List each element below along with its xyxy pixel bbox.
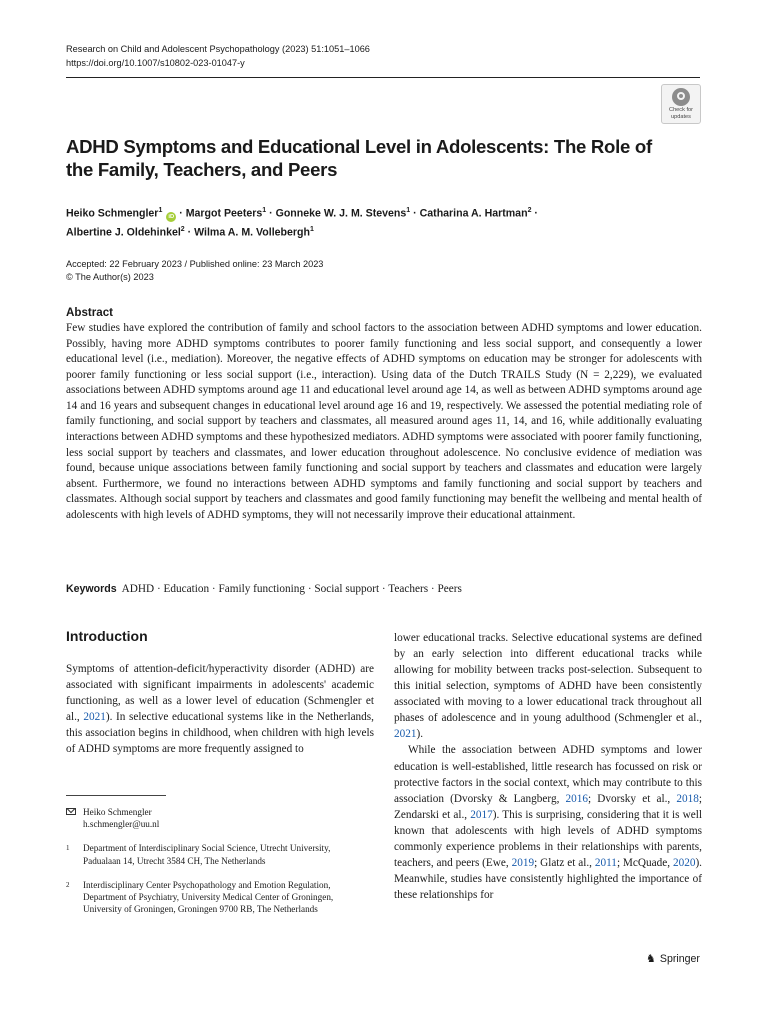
publisher-name: Springer [659, 953, 700, 965]
badge-line-1: Check for [669, 107, 693, 113]
paragraph-text: ; Zendarski et al., [394, 792, 702, 821]
keywords-list: ADHD · Education · Family functioning · Social support · Teachers · Peers [121, 583, 462, 595]
citation-link[interactable]: 2019 [511, 856, 535, 869]
paragraph-text: lower educational tracks. Selective educational systems are defined by an early selection into different educational tracks while allowing for mobility between tracks post-selection. Subsequent to this initial selection, symptoms of ADHD have been consistently associated with moving to a lower educational track throughout all phases of adolescence and in young adulthood (Schmengler et al., [394, 632, 702, 725]
footnotes [66, 806, 366, 927]
author-affiliation: 2 [180, 226, 185, 234]
springer-horse-icon: ♞ [646, 953, 656, 965]
publisher-logo [646, 952, 700, 966]
header-rule [66, 77, 700, 78]
paragraph-text: ; Glatz et al., [534, 856, 595, 869]
publication-dates [66, 258, 323, 284]
affiliation-number: 2 [66, 880, 70, 889]
affiliation-1 [66, 842, 366, 866]
intro-paragraph-1 [66, 661, 374, 757]
author-name[interactable]: Heiko Schmengler [66, 207, 159, 220]
author-name[interactable]: Albertine J. Oldehinkel [66, 226, 181, 239]
citation-link[interactable]: 2020 [672, 856, 696, 869]
citation-link[interactable]: 2021 [83, 711, 106, 724]
author-affiliation: 1 [158, 207, 163, 214]
doi-link[interactable]: https://doi.org/10.1007/s10802-023-01047-y [66, 58, 245, 68]
citation-link[interactable]: 2021 [394, 728, 417, 741]
check-updates-icon [672, 88, 690, 106]
affiliation-text: Department of Interdisciplinary Social Science, Utrecht University, Padualaan 14, Utrecht 3584 CH, The Netherlands [83, 843, 331, 866]
paragraph-text: While the association between ADHD symptoms and lower education is well-established, little research has focussed on risk or protective factors in the social context, which may contribute to this association (Dvorsky & Langberg, [394, 744, 702, 805]
author-name[interactable]: Gonneke W. J. M. Stevens [275, 207, 407, 220]
keywords-label: Keywords [66, 583, 117, 595]
citation-link[interactable]: 2011 [594, 856, 617, 869]
badge-line-2: updates [671, 114, 691, 121]
paragraph-text: ; McQuade, [616, 856, 673, 869]
article-title: ADHD Symptoms and Educational Level in Adolescents: The Role of the Family, Teachers, and Peers [66, 136, 652, 180]
affiliation-text: Interdisciplinary Center Psychopathology and Emotion Regulation, Department of Psychiatry, University Medical Center of Groningen, University of Groningen, Groningen 9700 RB, The Netherlands [83, 879, 334, 915]
footnote-rule [66, 795, 166, 796]
journal-header [66, 42, 370, 70]
keywords-line [66, 582, 462, 597]
paragraph-text: ; Dvorsky et al., [588, 792, 677, 805]
check-for-updates-badge[interactable] [661, 84, 701, 124]
paragraph-text: Symptoms of attention-deficit/hyperactivity disorder (ADHD) are associated with significant impairments in adolescents' academic functioning, as well as a lower level of education (Schmengler et al., [66, 663, 374, 724]
abstract-heading: Abstract [66, 306, 114, 319]
accepted-published-dates: Accepted: 22 February 2023 / Published online: 23 March 2023 [66, 259, 324, 269]
envelope-icon [66, 808, 76, 815]
paragraph-text: ). This is surprising, considering that it is well known that adolescents with high levels of ADHD symptoms commonly experience problems in their relationships with parents, teachers, and peers (Ewe, [394, 808, 702, 869]
abstract-text: Few studies have explored the contribution of family and school factors to the association between ADHD symptoms and lower education. Possibly, having more ADHD symptoms contributes to poorer family functioning and less social support, and consequently a lower educational level (i.e., mediation). Moreover, the negative effects of ADHD symptoms on education may be stronger for adolescents with poorer family functioning or less social support (i.e., interaction). Using data of the Dutch TRAILS Study (N = 2,229), we evaluated associations between ADHD symptoms around age 11 and educational level around age 14, as well as between ADHD symptoms around age 14 and 16 years and subsequent changes in educational level around age 16 and 19, respectively. We assessed the potential mediating role of family functioning, and social support by teachers and classmates, all measured around ages 11, 14, and 16, while additionally evaluating interactions between ADHD symptoms and these hypothesized mediators. ADHD symptoms were associated with poorer family functioning, less social support by teachers and classmates, and lower education throughout adolescence. No conclusive evidence of mediation was found, because unique associations between family functioning and social support by teachers and classmates and education were largely absent. Furthermore, we found no interactions between ADHD symptoms and family functioning and social support by teachers and classmates. Although social support by teachers and classmates and good family functioning may benefit the wellbeing and mental health of adolescents with high levels of ADHD symptoms, they will not necessarily improve their educational attainment. [66, 322, 702, 521]
citation-link[interactable]: 2016 [565, 792, 589, 805]
paragraph-text: ). Meanwhile, studies have consistently highlighted the importance of these relationships for [394, 856, 702, 901]
author-list: Heiko Schmengler$^1$ iD · Margot Peeters$^1$ · Gonneke W. J. M. Stevens$^1$ · Catharina A. Hartman$^2$ · Albertine J. Oldehinkel$^2$ · Wilma A. M. Vollebergh$^1$ [66, 207, 538, 239]
paragraph-text: ). [416, 728, 424, 741]
corresponding-author [66, 806, 366, 830]
corresponding-author-email[interactable]: h.schmengler@uu.nl [83, 819, 160, 830]
paragraph-text: ). In selective educational systems like in the Netherlands, this association begins in childhood, when children with high levels of ADHD symptoms are more frequently assigned to [66, 711, 374, 756]
intro-paragraph-continued [394, 630, 702, 742]
author-name[interactable]: Margot Peeters [185, 207, 263, 220]
citation-link[interactable]: 2017 [470, 808, 493, 821]
intro-paragraph-2 [394, 742, 702, 903]
author-affiliation: 1 [406, 207, 411, 214]
author-affiliation: 2 [527, 207, 532, 214]
citation-link[interactable]: 2018 [676, 792, 699, 805]
journal-citation: Research on Child and Adolescent Psychopathology (2023) 51:1051–1066 [66, 44, 370, 54]
introduction-heading: Introduction [66, 628, 148, 644]
corresponding-author-name: Heiko Schmengler [83, 807, 152, 817]
orcid-icon[interactable]: iD [166, 212, 176, 222]
author-name[interactable]: Catharina A. Hartman [419, 207, 528, 220]
author-name[interactable]: Wilma A. M. Vollebergh [194, 226, 310, 239]
author-affiliation: 1 [262, 207, 267, 214]
intro-right-column [394, 630, 702, 903]
author-affiliation: 1 [309, 226, 314, 234]
copyright-notice: © The Author(s) 2023 [66, 272, 154, 282]
affiliation-2 [66, 879, 366, 916]
affiliation-number: 1 [66, 844, 70, 853]
